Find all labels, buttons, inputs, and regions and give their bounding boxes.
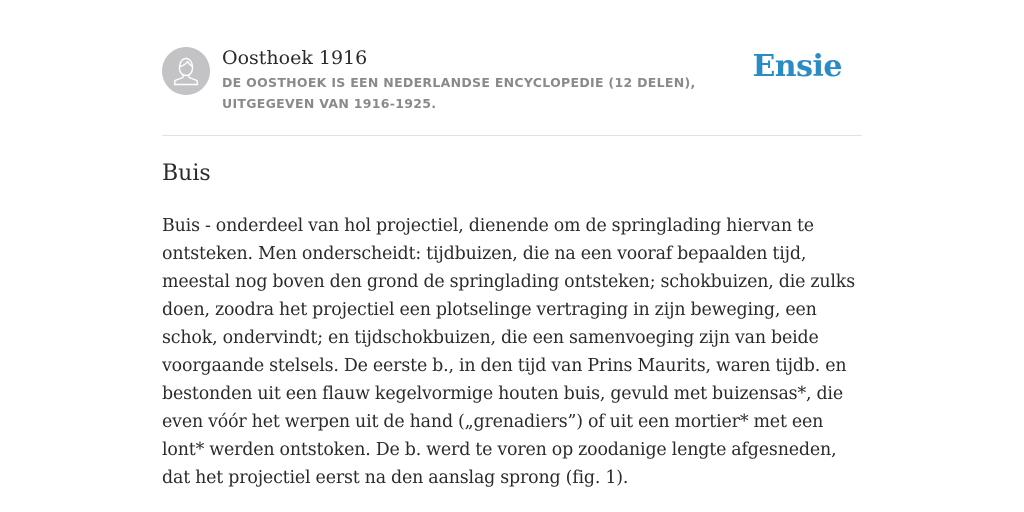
source-avatar[interactable] xyxy=(162,47,210,95)
ensie-logo-link[interactable]: Ensie xyxy=(752,49,842,84)
source-header xyxy=(162,46,862,116)
article-title: Buis xyxy=(162,161,211,186)
header-divider xyxy=(162,135,862,136)
source-name[interactable]: Oosthoek 1916 xyxy=(222,47,368,69)
source-description: DE OOSTHOEK IS EEN NEDERLANDSE ENCYCLOPEDIE (12 DELEN), UITGEGEVEN VAN 1916-1925. xyxy=(222,75,696,111)
user-icon xyxy=(162,47,210,95)
article-body: Buis - onderdeel van hol projectiel, dienende om de springlading hiervan te ontsteken. Men onderscheidt: tijdbuizen, die na een vooraf bepaalden tijd, meestal nog boven den grond de springlading ontsteken; schokbuizen, die zulks doen, zoodra het projectiel een plotselinge vertraging in zijn beweging, een schok, ondervindt; en tijdschokbuizen, die een samenvoeging zijn van beide voorgaande stelsels. De eerste b., in den tijd van Prins Maurits, waren tijdb. en bestonden uit een flauw kegelvormige houten buis, gevuld met buizensas*, die even vóór het werpen uit de hand („grenadiers”) of uit een mortier* met een lont* werden ontstoken. De b. werd te voren op zoodanige lengte afgesneden, dat het projectiel eerst na den aanslag sprong (fig. 1). xyxy=(162,216,855,488)
